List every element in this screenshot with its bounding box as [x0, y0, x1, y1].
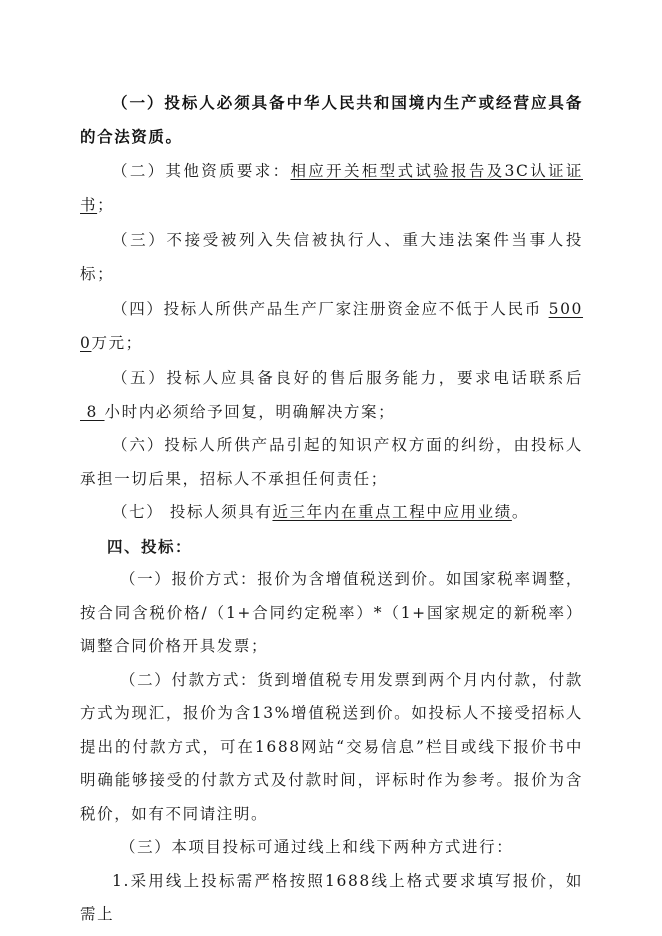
underlined-qualification: 相应开关柜型式试验报告及3C认证证书 [80, 162, 583, 214]
item-prefix: （二） [112, 162, 166, 180]
requirement-6 [80, 429, 583, 496]
item-text: 投标人须具有 [163, 503, 273, 521]
item-text: 投标人所供产品引起的知识产权方面的纠纷，由投标人承担一切后果，招标人不承担任何责任； [80, 436, 583, 488]
document-page [80, 86, 583, 932]
item-prefix: （二） [120, 670, 172, 689]
item-prefix: 1. [112, 871, 130, 890]
item-text: 投标人所供产品生产厂家注册资金应不低于人民币 [163, 300, 542, 318]
item-prefix: （三） [120, 838, 172, 856]
item-text: 投标人应具备良好的售后服务能力，要求电话联系后 [166, 369, 583, 387]
item-text-end: 。 [511, 503, 529, 521]
requirement-2 [80, 155, 583, 222]
item-text: 不接受被列入失信被执行人、重大违法案件当事人投标； [80, 231, 583, 283]
underlined-hours: 8 [80, 402, 105, 421]
bid-item-2 [80, 664, 583, 832]
requirement-3 [80, 224, 583, 291]
item-prefix: （六） [112, 436, 165, 454]
item-prefix: （七） [112, 503, 164, 521]
item-text-end: 小时内必须给予回复，明确解决方案； [104, 402, 396, 421]
item-prefix: （三） [112, 231, 167, 249]
item-text: 其他资质要求： [165, 162, 291, 180]
item-text: 本项目投标可通过线上和线下两种方式进行： [171, 838, 514, 856]
underlined-capital-amount: 5000 [80, 300, 584, 352]
item-text: 付款方式：货到增值税专用发票到两个月内付款，付款方式为现汇，报价为含13%增值税送到价。如投标人不接受招标人提出的付款方式，可在1688网站“交易信息”栏目或线下报价书中明确能够接受的付款方式及付款时间，评标时作为参考。报价为含税价，如有不同请注明。 [80, 670, 583, 823]
item-text-end: ； [97, 195, 115, 214]
item-text: 采用线上投标需严格按照1688线上格式要求填写报价，如需上 [80, 871, 583, 923]
item-prefix: （四） [112, 300, 164, 318]
item-prefix: （一） [112, 93, 165, 112]
item-text-end: 万元； [91, 333, 143, 352]
item-text: 投标人必须具备中华人民共和国境内生产或经营应具备的合法资质。 [80, 93, 583, 146]
requirement-4 [80, 293, 583, 360]
item-prefix: （一） [120, 570, 172, 588]
bid-item-3-1 [80, 865, 583, 932]
bid-item-1 [80, 563, 583, 664]
underlined-performance: 近三年内在重点工程中应用业绩 [272, 503, 512, 521]
section-heading-bidding: 四、投标： [107, 536, 193, 556]
requirement-5 [80, 362, 583, 429]
item-prefix: （五） [112, 369, 167, 387]
bid-item-3 [80, 831, 583, 865]
item-text: 报价方式：报价为含增值税送到价。如国家税率调整，按合同含税价格/（1+合同约定税率）*（1+国家规定的新税率）调整合同价格开具发票； [80, 570, 583, 655]
requirement-7 [80, 496, 583, 530]
requirement-1 [80, 86, 583, 153]
